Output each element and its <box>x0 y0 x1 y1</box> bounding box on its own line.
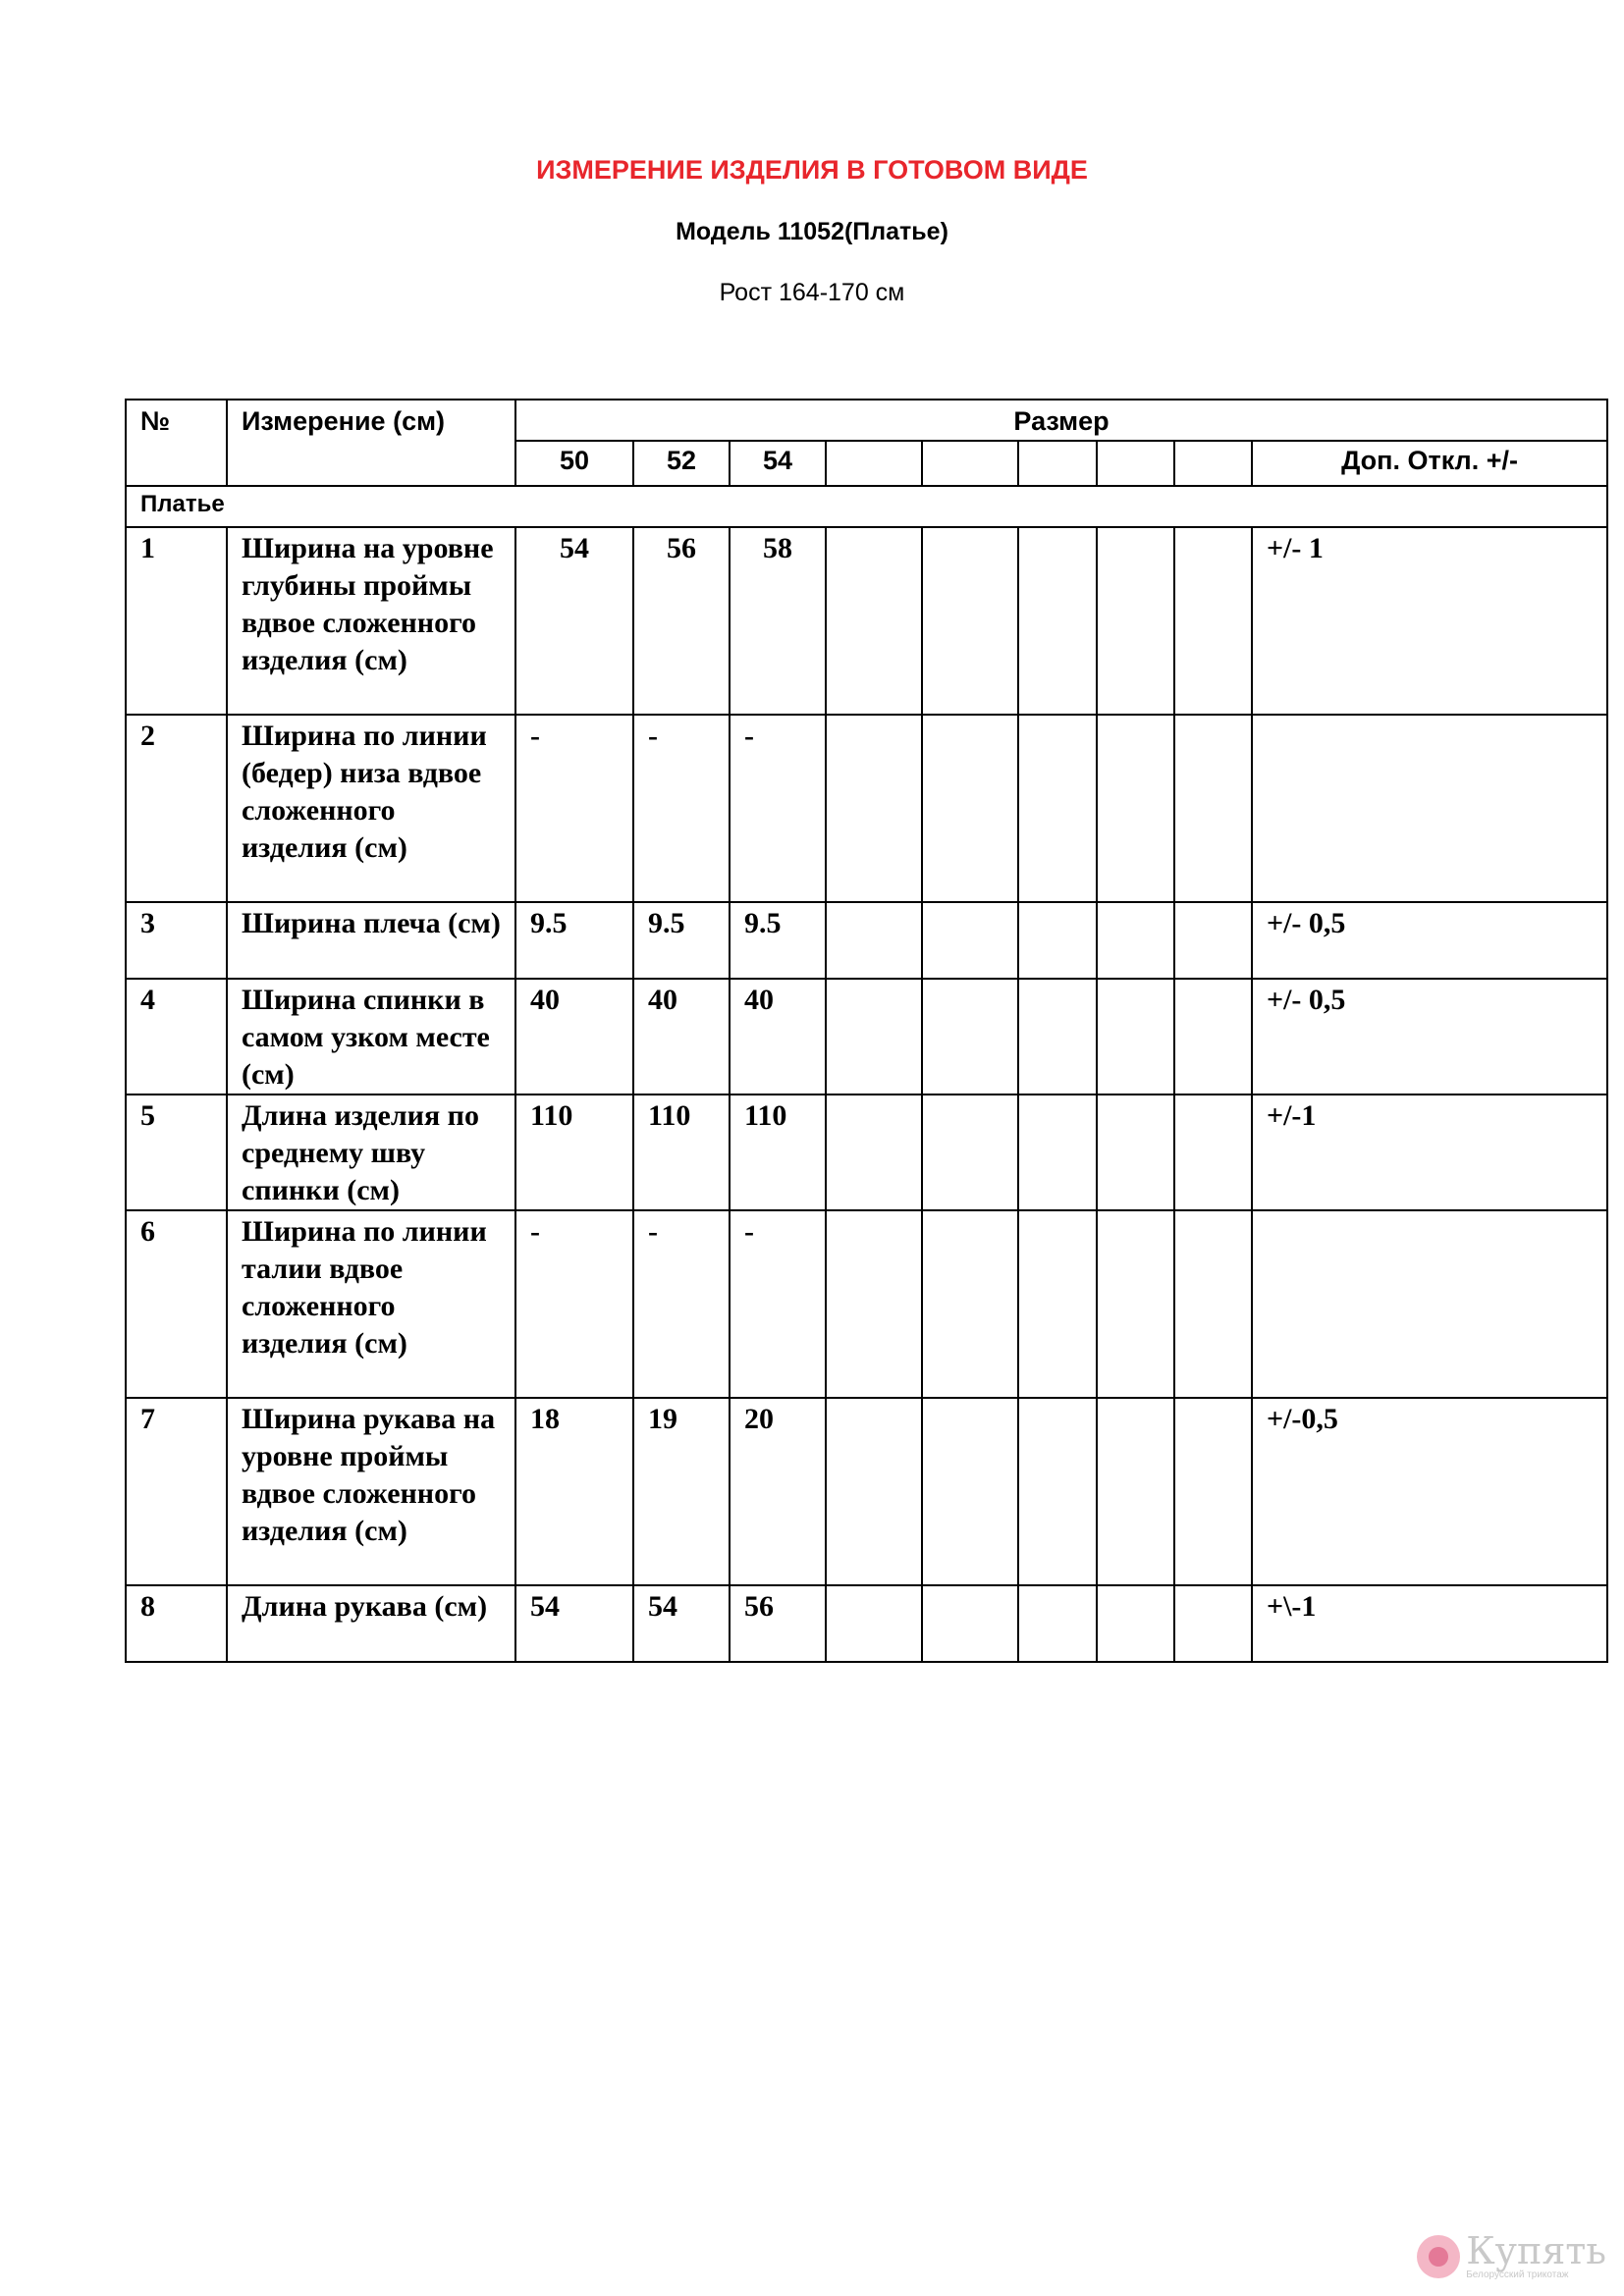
empty-cell <box>1097 1210 1174 1398</box>
row-tolerance <box>1252 1210 1607 1398</box>
row-measurement: Длина изделия по среднему шву спинки (см) <box>227 1095 515 1210</box>
empty-cell <box>1097 715 1174 902</box>
table-header-row <box>126 400 1607 441</box>
empty-cell <box>1097 1398 1174 1585</box>
brand-watermark <box>1417 2229 1606 2280</box>
section-row <box>126 486 1607 527</box>
empty-cell <box>1174 979 1252 1095</box>
empty-cell <box>1018 1398 1097 1585</box>
document-title: ИЗМЕРЕНИЕ ИЗДЕЛИЯ В ГОТОВОМ ВИДЕ <box>536 155 1088 185</box>
height-range: Рост 164-170 см <box>719 279 905 306</box>
table-row <box>126 979 1607 1095</box>
row-tolerance: +/- 0,5 <box>1252 979 1607 1095</box>
row-tolerance: +/-1 <box>1252 1095 1607 1210</box>
empty-cell <box>1018 1585 1097 1662</box>
row-number: 8 <box>126 1585 227 1662</box>
empty-cell <box>1174 1095 1252 1210</box>
empty-cell <box>1174 1585 1252 1662</box>
empty-cell <box>922 1398 1018 1585</box>
size-empty <box>1174 441 1252 486</box>
empty-cell <box>1097 1095 1174 1210</box>
value-52: - <box>633 715 730 902</box>
row-measurement: Ширина по линии талии вдвое сложенного изделия (см) <box>227 1210 515 1398</box>
value-52: 40 <box>633 979 730 1095</box>
header-size: Размер <box>515 400 1607 441</box>
table-row <box>126 902 1607 979</box>
empty-cell <box>922 902 1018 979</box>
row-measurement: Ширина спинки в самом узком месте (см) <box>227 979 515 1095</box>
value-54: 110 <box>730 1095 826 1210</box>
empty-cell <box>1174 1398 1252 1585</box>
size-empty <box>922 441 1018 486</box>
measurement-table <box>125 399 1608 1663</box>
value-54: 56 <box>730 1585 826 1662</box>
brand-name: Купять <box>1466 2229 1606 2272</box>
empty-cell <box>826 1398 922 1585</box>
empty-cell <box>826 1585 922 1662</box>
empty-cell <box>922 715 1018 902</box>
empty-cell <box>1018 527 1097 715</box>
value-54: 58 <box>730 527 826 715</box>
empty-cell <box>1018 902 1097 979</box>
empty-cell <box>922 1210 1018 1398</box>
empty-cell <box>826 527 922 715</box>
value-50: 40 <box>515 979 633 1095</box>
size-54: 54 <box>730 441 826 486</box>
table-row <box>126 527 1607 715</box>
row-tolerance: +/-0,5 <box>1252 1398 1607 1585</box>
table-row <box>126 1095 1607 1210</box>
empty-cell <box>826 979 922 1095</box>
empty-cell <box>1097 527 1174 715</box>
row-measurement: Ширина плеча (см) <box>227 902 515 979</box>
size-empty <box>1097 441 1174 486</box>
row-number: 2 <box>126 715 227 902</box>
empty-cell <box>1018 1210 1097 1398</box>
value-52: 56 <box>633 527 730 715</box>
value-50: 54 <box>515 527 633 715</box>
value-54: 20 <box>730 1398 826 1585</box>
size-empty <box>1018 441 1097 486</box>
empty-cell <box>1174 715 1252 902</box>
value-54: - <box>730 715 826 902</box>
row-tolerance: +\-1 <box>1252 1585 1607 1662</box>
empty-cell <box>922 979 1018 1095</box>
empty-cell <box>1018 1095 1097 1210</box>
value-52: 54 <box>633 1585 730 1662</box>
value-50: 9.5 <box>515 902 633 979</box>
empty-cell <box>922 527 1018 715</box>
header-measurement: Измерение (см) <box>227 400 515 486</box>
table-row <box>126 1210 1607 1398</box>
size-52: 52 <box>633 441 730 486</box>
row-number: 1 <box>126 527 227 715</box>
size-50: 50 <box>515 441 633 486</box>
row-measurement: Длина рукава (см) <box>227 1585 515 1662</box>
value-52: - <box>633 1210 730 1398</box>
section-label: Платье <box>126 486 1607 527</box>
row-number: 5 <box>126 1095 227 1210</box>
empty-cell <box>1174 527 1252 715</box>
value-52: 110 <box>633 1095 730 1210</box>
value-50: 110 <box>515 1095 633 1210</box>
value-50: - <box>515 1210 633 1398</box>
table-row <box>126 1585 1607 1662</box>
size-empty <box>826 441 922 486</box>
value-50: - <box>515 715 633 902</box>
empty-cell <box>922 1095 1018 1210</box>
value-52: 9.5 <box>633 902 730 979</box>
table-row <box>126 1398 1607 1585</box>
header-number: № <box>126 400 227 486</box>
value-54: 9.5 <box>730 902 826 979</box>
row-tolerance: +/- 1 <box>1252 527 1607 715</box>
row-measurement: Ширина рукава на уровне проймы вдвое сложенного изделия (см) <box>227 1398 515 1585</box>
empty-cell <box>1018 715 1097 902</box>
empty-cell <box>1018 979 1097 1095</box>
empty-cell <box>826 1210 922 1398</box>
empty-cell <box>922 1585 1018 1662</box>
value-54: - <box>730 1210 826 1398</box>
brand-tagline: Белорусский трикотаж <box>1466 2269 1569 2280</box>
empty-cell <box>1097 979 1174 1095</box>
empty-cell <box>1174 1210 1252 1398</box>
table-row <box>126 715 1607 902</box>
empty-cell <box>1097 902 1174 979</box>
empty-cell <box>1174 902 1252 979</box>
row-number: 6 <box>126 1210 227 1398</box>
row-measurement: Ширина по линии (бедер) низа вдвое сложенного изделия (см) <box>227 715 515 902</box>
value-50: 18 <box>515 1398 633 1585</box>
row-number: 7 <box>126 1398 227 1585</box>
row-measurement: Ширина на уровне глубины проймы вдвое сложенного изделия (см) <box>227 527 515 715</box>
value-50: 54 <box>515 1585 633 1662</box>
empty-cell <box>1097 1585 1174 1662</box>
empty-cell <box>826 715 922 902</box>
empty-cell <box>826 902 922 979</box>
header-tolerance: Доп. Откл. +/- <box>1252 441 1607 486</box>
value-52: 19 <box>633 1398 730 1585</box>
row-tolerance <box>1252 715 1607 902</box>
row-number: 3 <box>126 902 227 979</box>
brand-logo-icon <box>1417 2235 1460 2278</box>
model-name: Модель 11052(Платье) <box>676 218 948 245</box>
empty-cell <box>826 1095 922 1210</box>
row-tolerance: +/- 0,5 <box>1252 902 1607 979</box>
row-number: 4 <box>126 979 227 1095</box>
value-54: 40 <box>730 979 826 1095</box>
